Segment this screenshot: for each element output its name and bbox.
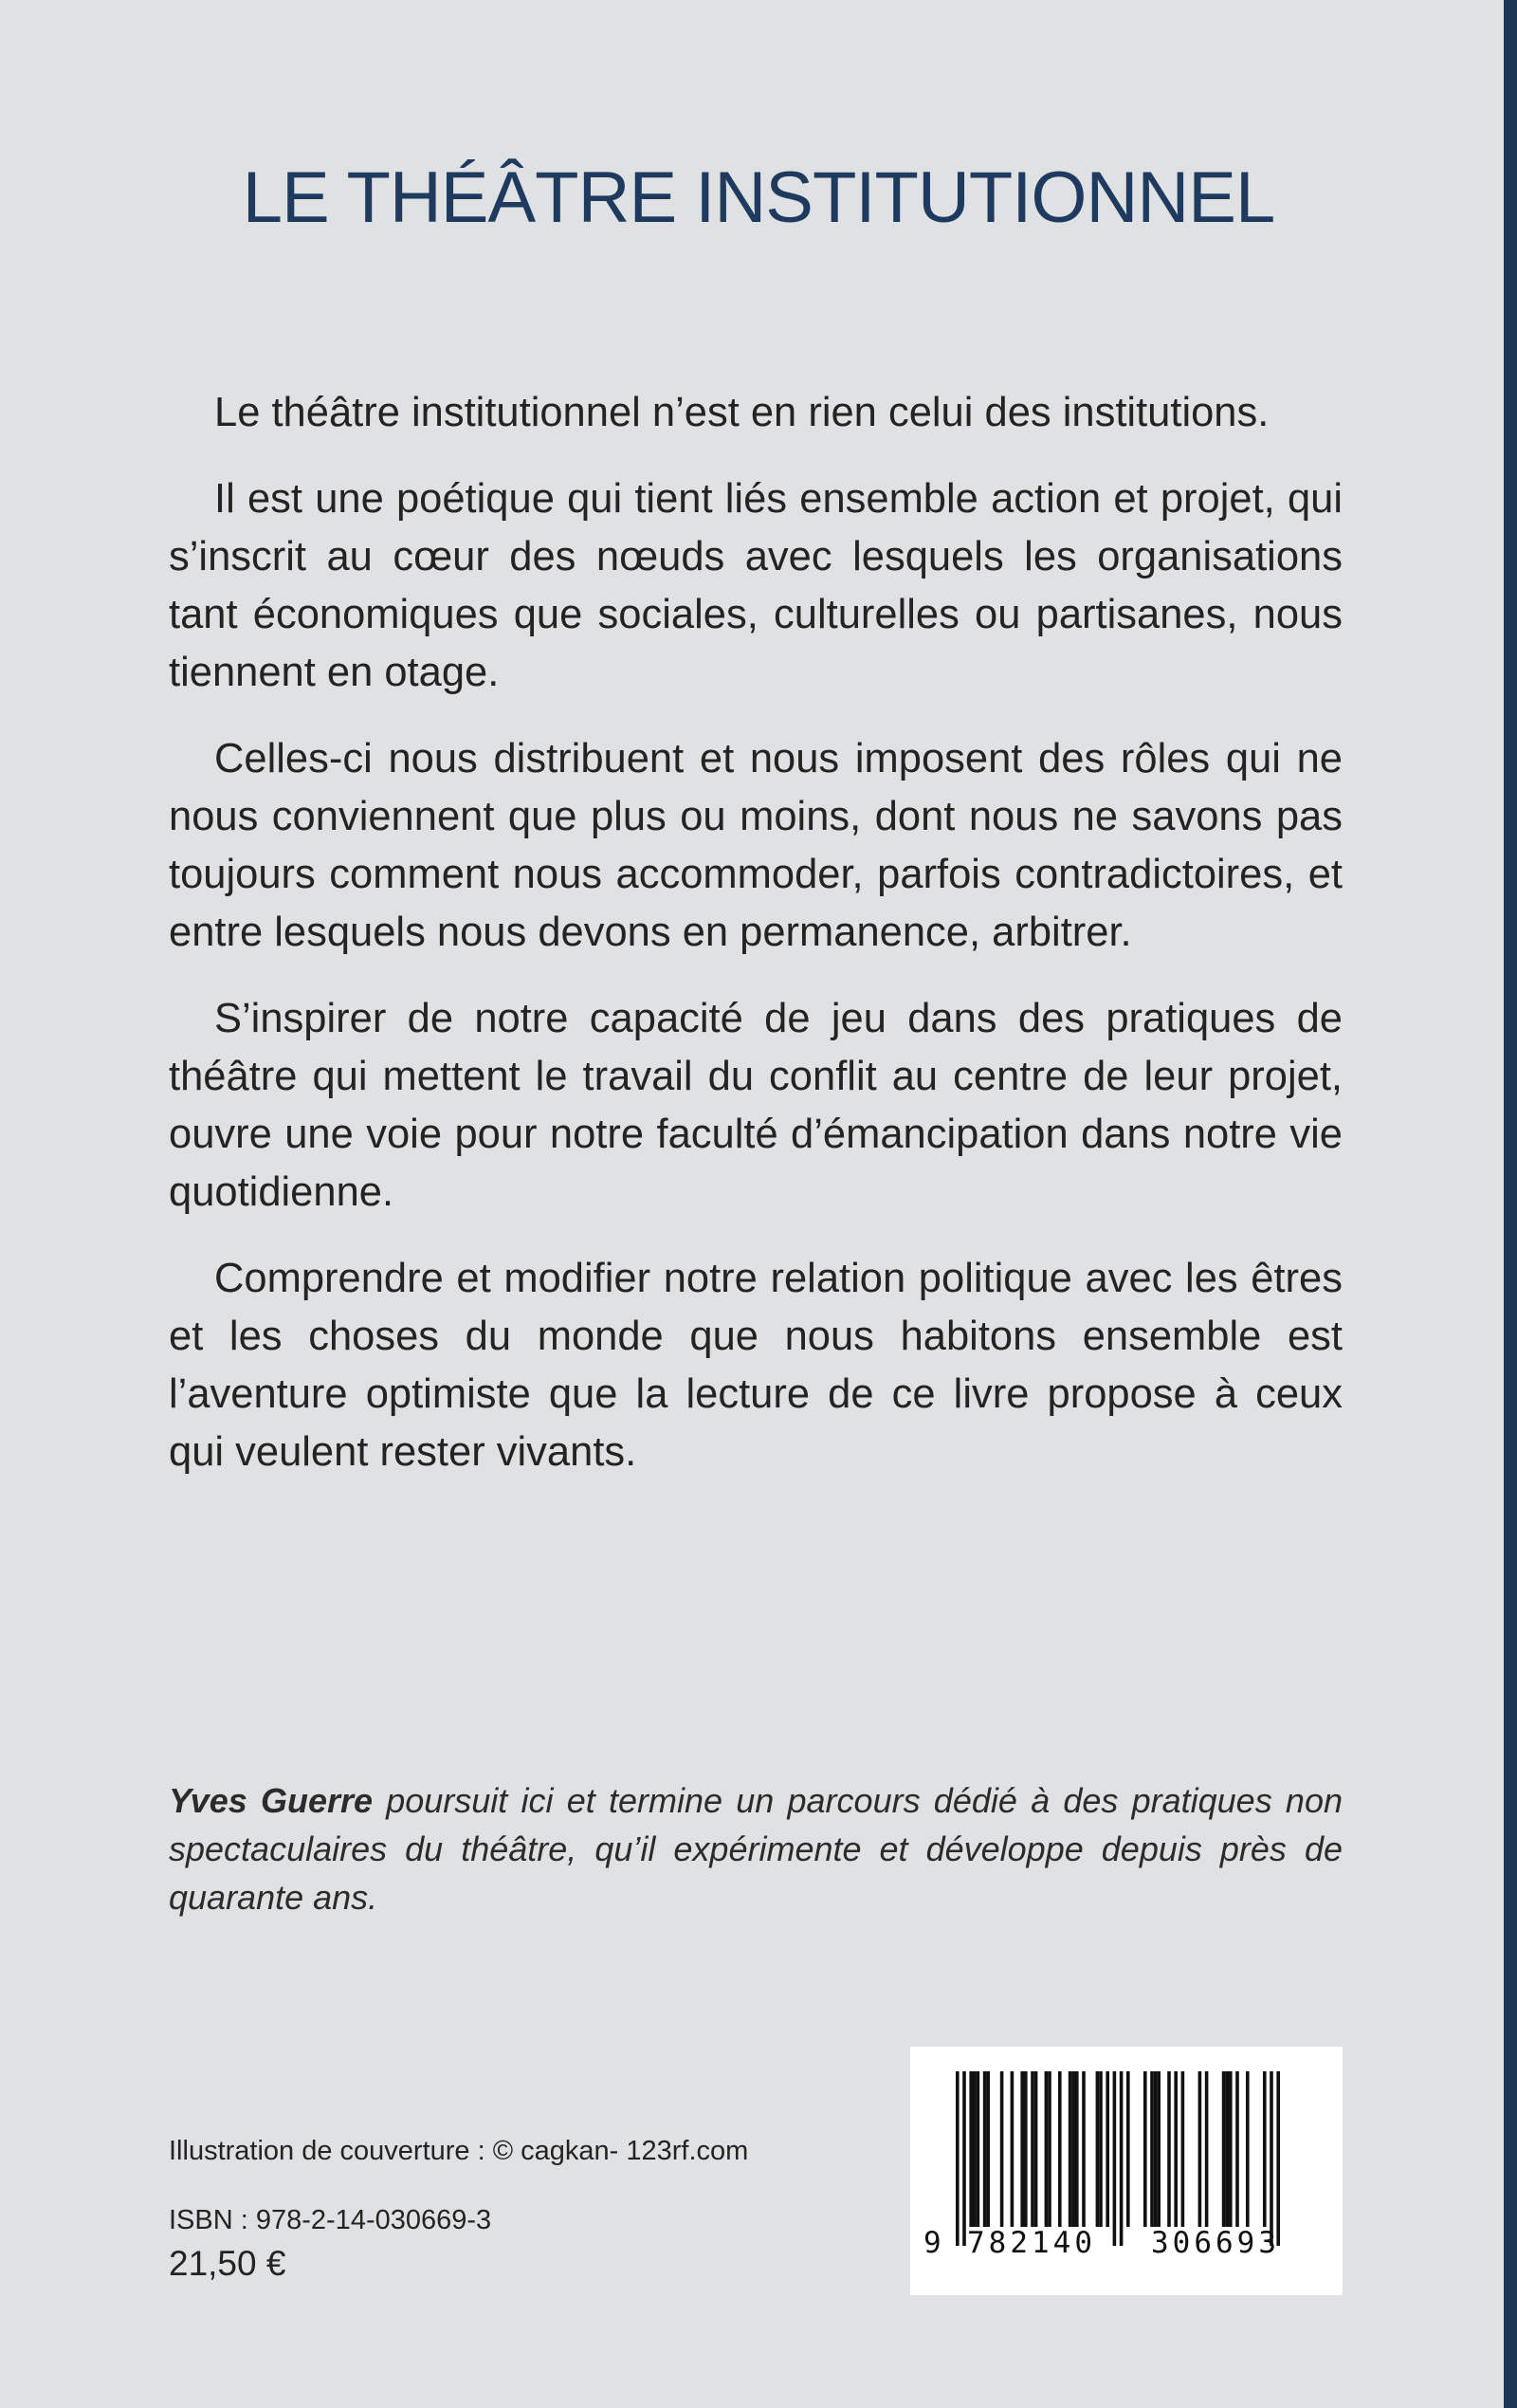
barcode-bar: [973, 2071, 977, 2227]
blurb-paragraph: S’inspirer de notre capacité de jeu dans des pratiques de théâtre qui mettent le travail du conflit au centre de leur projet, ouvre une voie pour notre faculté d’émancipation dans notre vie quotidienne.: [169, 996, 1343, 1215]
isbn: ISBN : 978-2-14-030669-3: [169, 2205, 492, 2235]
barcode-bar: [1106, 2071, 1109, 2227]
barcode-bar: [956, 2071, 960, 2246]
barcode: [910, 2047, 1343, 2295]
blurb-paragraph: Comprendre et modifier notre relation politique avec les êtres et les choses du monde que nous habitons ensemble est l’aventure optimiste que la lecture de ce livre propose à ceux qui veulent rester vivants.: [169, 1256, 1343, 1475]
blurb-paragraph: Celles-ci nous distribuent et nous imposent des rôles qui ne nous conviennent que plus ou moins, dont nous ne savons pas toujours comment nous accommoder, parfois contradictoires, et entre lesquels nous devons en permanence, arbitrer.: [169, 736, 1343, 955]
barcode-bar: [1174, 2071, 1178, 2227]
spine-edge: [1504, 0, 1517, 2408]
barcode-bar: [1048, 2071, 1051, 2227]
barcode-bar: [1167, 2071, 1171, 2227]
barcode-bar: [1113, 2071, 1117, 2246]
barcode-bar: [1205, 2071, 1209, 2227]
barcode-bar: [1011, 2071, 1014, 2227]
barcode-bar: [1024, 2071, 1028, 2227]
barcode-bar: [977, 2071, 980, 2227]
barcode-bar: [1020, 2071, 1024, 2227]
barcode-bar: [1082, 2071, 1086, 2227]
barcode-bar: [1075, 2071, 1079, 2227]
barcode-bar: [1270, 2071, 1273, 2246]
barcode-bar: [1222, 2071, 1226, 2227]
author-bio: [169, 1776, 1343, 1921]
barcode-bar: [962, 2071, 966, 2246]
barcode-bar: [1058, 2071, 1062, 2227]
barcode-bar: [986, 2071, 990, 2227]
barcode-right-group: 306693: [1151, 2226, 1280, 2260]
barcode-bar: [1225, 2071, 1229, 2227]
barcode-bar: [1235, 2071, 1239, 2227]
barcode-bar: [1000, 2071, 1004, 2227]
barcode-bar: [1071, 2071, 1075, 2227]
barcode-bar: [1031, 2071, 1034, 2227]
barcode-bar: [1143, 2071, 1147, 2227]
barcode-bar: [1263, 2071, 1267, 2227]
barcode-bar: [1150, 2071, 1154, 2227]
barcode-bar: [1034, 2071, 1038, 2227]
author-name: Yves Guerre: [169, 1781, 374, 1820]
barcode-bar: [1069, 2071, 1072, 2227]
barcode-bar: [1157, 2071, 1161, 2227]
barcode-bar: [1120, 2071, 1124, 2246]
barcode-lead-digit: 9: [923, 2226, 941, 2260]
barcode-bar: [1229, 2071, 1233, 2227]
barcode-bar: [1154, 2071, 1158, 2227]
illustration-credit: Illustration de couverture : © cagkan- 123rf.com: [169, 2136, 749, 2166]
barcode-bar: [1045, 2071, 1049, 2227]
barcode-bar: [1181, 2071, 1185, 2227]
book-title: LE THÉÂTRE INSTITUTIONNEL: [242, 157, 1275, 238]
blurb-paragraph: Le théâtre institutionnel n’est en rien celui des institutions.: [214, 390, 1270, 435]
blurb-paragraph: Il est une poétique qui tient liés ensemble action et projet, qui s’inscrit au cœur des nœuds avec lesquels les organisations tant économiques que sociales, culturelles ou partisanes, nous tiennent en otage.: [169, 476, 1343, 695]
barcode-bar: [983, 2071, 987, 2227]
price: 21,50 €: [169, 2244, 286, 2283]
blurb-text: [169, 384, 1343, 1510]
barcode-bar: [1276, 2071, 1280, 2246]
credits-block: [169, 2136, 748, 2284]
barcode-bar: [1246, 2071, 1250, 2227]
barcode-left-group: 782140: [967, 2226, 1096, 2260]
barcode-bar: [969, 2071, 973, 2227]
author-bio-text: poursuit ici et termine un parcours dédié à des pratiques non spectaculaires du théâtre, qu’il expérimente et développe depuis près de quarante ans.: [169, 1781, 1343, 1917]
barcode-bar: [1126, 2071, 1130, 2227]
barcode-bar: [1198, 2071, 1202, 2227]
barcode-bar: [1099, 2071, 1103, 2227]
barcode-bar: [1096, 2071, 1100, 2227]
